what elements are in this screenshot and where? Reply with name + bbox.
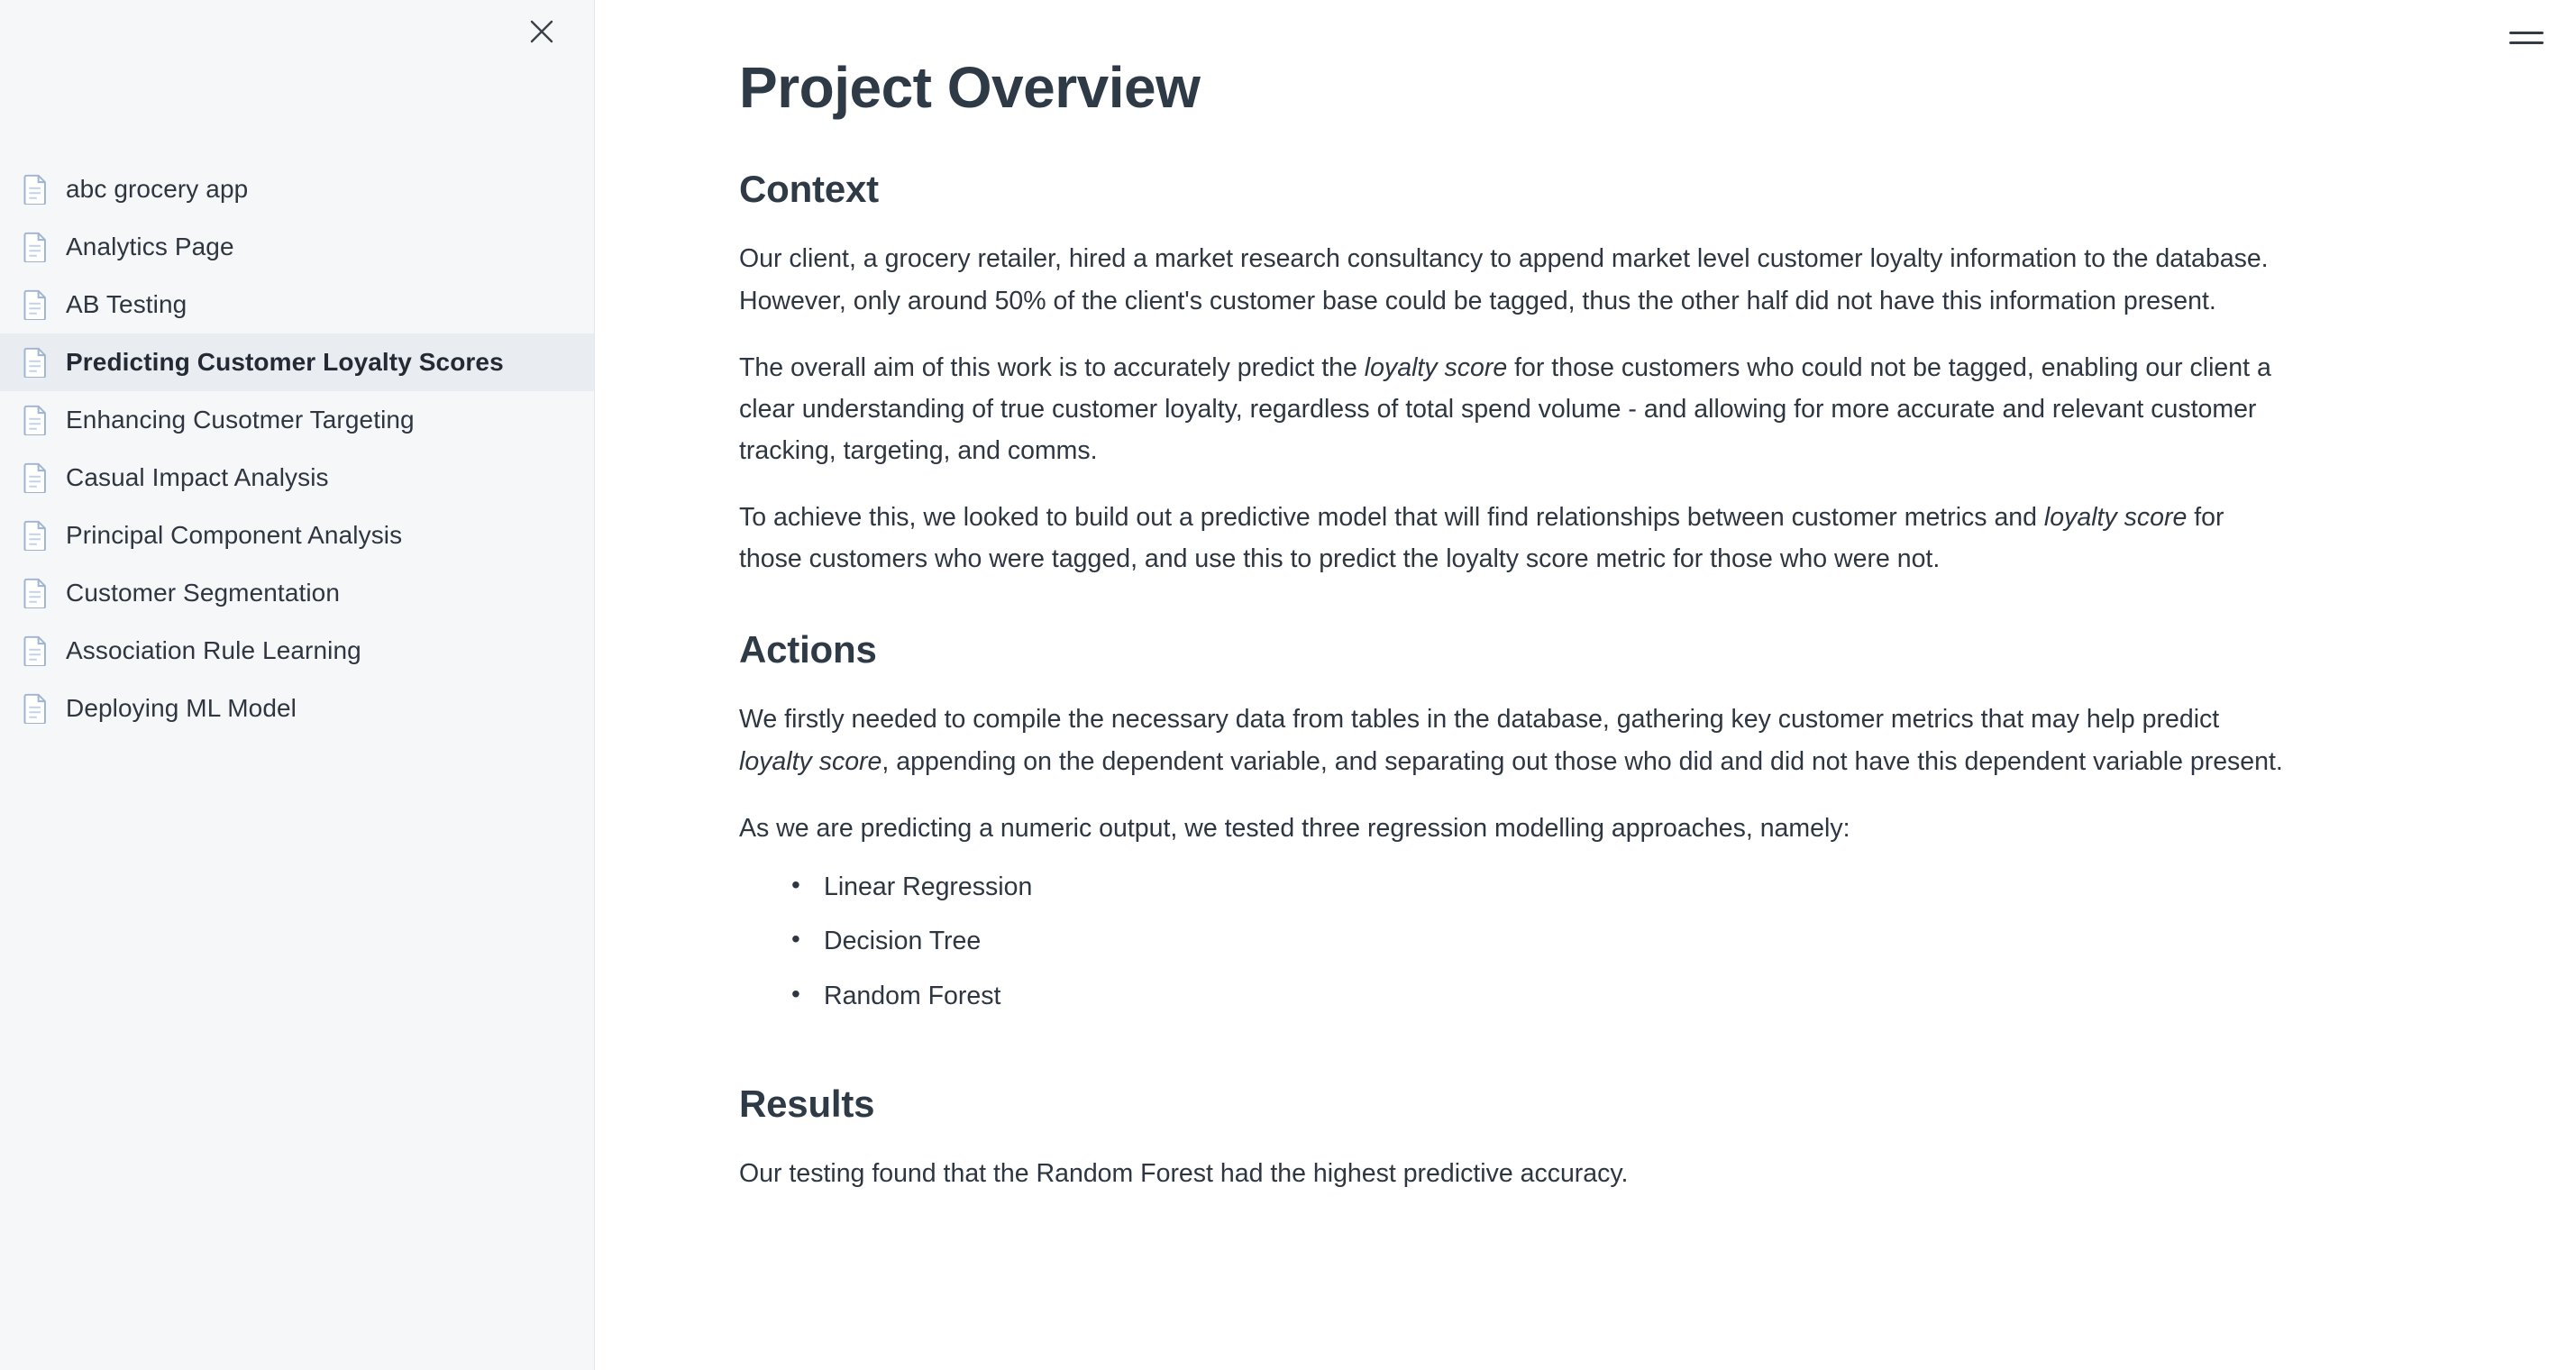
sidebar-item-label: abc grocery app [66, 175, 249, 203]
context-p2-part-b: for those customers who could not be tagged, enabling our client a clear understanding of true customer loyalty, regardless of total spend volume - and allowing for more accurate and relevant customer tracking, targeting, and comms. [739, 352, 2271, 466]
sidebar-item-deploying-ml-model[interactable] [0, 680, 594, 737]
section-heading-context: Context [739, 168, 879, 211]
sidebar-item-ab-testing[interactable] [0, 276, 594, 333]
sidebar-item-association-rule-learning[interactable] [0, 622, 594, 680]
actions-paragraph-1 [739, 699, 2289, 781]
context-p3-part-a: To achieve this, we looked to build out a predictive model that will find relationships between customer metrics and [739, 503, 2044, 533]
main-content [595, 0, 2576, 1370]
sidebar-item-predicting-customer-loyalty-scores[interactable] [0, 333, 594, 391]
sidebar-item-label: Association Rule Learning [66, 636, 361, 664]
sidebar-item-label: Enhancing Cusotmer Targeting [66, 406, 415, 434]
actions-p1-emphasis: loyalty score [739, 746, 882, 776]
document-icon [22, 405, 49, 435]
sidebar [0, 0, 595, 1370]
actions-p1-part-b: , appending on the dependent variable, and separating out those who did and did not have this dependent variable present. [882, 746, 2283, 776]
context-p3-emphasis: loyalty score [2043, 503, 2188, 533]
sidebar-item-label: AB Testing [66, 290, 187, 318]
menu-bar-2 [2509, 41, 2544, 44]
sidebar-item-customer-segmentation[interactable] [0, 564, 594, 622]
sidebar-item-principal-component-analysis[interactable] [0, 507, 594, 564]
sidebar-topbar [0, 0, 594, 63]
context-p3-part-b: for those customers who were tagged, and use this to predict the loyalty score metric for those who were not. [739, 503, 2224, 574]
context-paragraph-3 [739, 497, 2289, 580]
document-icon [22, 635, 49, 666]
sidebar-item-label: Predicting Customer Loyalty Scores [66, 348, 504, 376]
sidebar-item-enhancing-customer-targeting[interactable] [0, 391, 594, 449]
section-heading-results: Results [739, 1082, 875, 1126]
list-item: • Decision Tree [791, 928, 2289, 983]
document-icon [22, 232, 49, 262]
sidebar-item-analytics-page[interactable] [0, 218, 594, 276]
context-p2-emphasis: loyalty score [1364, 352, 1508, 382]
section-actions [739, 628, 2289, 1037]
list-item: • Random Forest [791, 983, 2289, 1038]
results-paragraph-1: Our testing found that the Random Forest had the highest predictive accuracy. [739, 1159, 1629, 1189]
sidebar-item-label: Customer Segmentation [66, 579, 341, 607]
actions-p1-part-a: We firstly needed to compile the necessary data from tables in the database, gathering key customer metrics that may help predict [739, 705, 2220, 735]
document-icon [22, 462, 49, 493]
section-heading-actions: Actions [739, 628, 877, 671]
menu-bar-1 [2509, 32, 2544, 34]
context-paragraph-2 [739, 347, 2289, 471]
context-paragraph-1: Our client, a grocery retailer, hired a market research consultancy to append market level customer loyalty information to the database. However, only around 50% of the client's customer base could be tagged, thus the other half did not have this information present. [739, 244, 2269, 315]
page-title: Project Overview [739, 55, 1201, 120]
document-body [595, 0, 2398, 1195]
sidebar-item-label: Casual Impact Analysis [66, 463, 329, 491]
context-p2-part-a: The overall aim of this work is to accurately predict the [739, 352, 1365, 382]
section-context [739, 168, 2289, 580]
document-icon [22, 174, 49, 205]
sidebar-nav [0, 160, 594, 737]
document-icon [22, 578, 49, 608]
actions-paragraph-2: As we are predicting a numeric output, we tested three regression modelling approaches, namely: [739, 813, 1850, 843]
sidebar-item-label: Analytics Page [66, 233, 234, 260]
document-icon [22, 520, 49, 551]
sidebar-item-casual-impact-analysis[interactable] [0, 449, 594, 507]
sidebar-item-label: Deploying ML Model [66, 694, 297, 722]
document-icon [22, 289, 49, 320]
hamburger-menu-icon[interactable] [2509, 18, 2553, 58]
close-icon[interactable] [524, 14, 560, 50]
sidebar-item-label: Principal Component Analysis [66, 521, 403, 549]
sidebar-item-abc-grocery-app[interactable] [0, 160, 594, 218]
list-item: • Linear Regression [791, 874, 2289, 929]
document-icon [22, 693, 49, 724]
actions-bullet-list [739, 874, 2289, 1038]
section-results [739, 1082, 2289, 1194]
document-icon [22, 347, 49, 378]
